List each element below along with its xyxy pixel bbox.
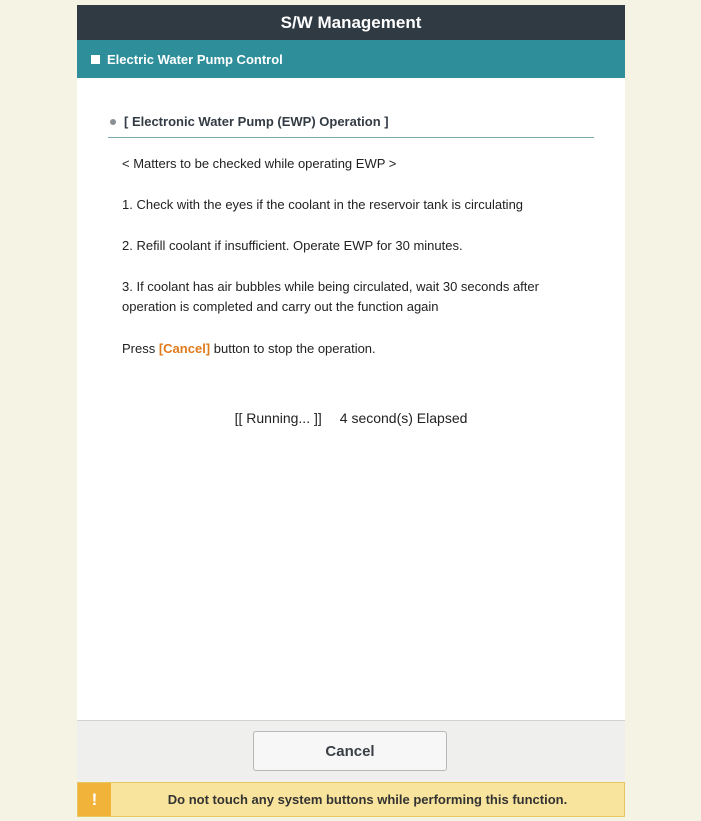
bullet-dot-icon: [110, 119, 116, 125]
step-1-text: 1. Check with the eyes if the coolant in the reservoir tank is circulating: [122, 197, 524, 212]
square-bullet-icon: [91, 55, 100, 64]
section-heading-text: [ Electronic Water Pump (EWP) Operation ]: [124, 114, 389, 129]
running-status: [77, 410, 625, 426]
warning-icon: !: [78, 783, 111, 816]
app-window: [77, 5, 625, 817]
subtitle: Electric Water Pump Control: [107, 51, 283, 67]
subtitle-bar: [77, 40, 625, 78]
warning-banner: [77, 782, 625, 817]
intro-text: < Matters to be checked while operating EWP >: [122, 156, 397, 171]
step-2-text: 2. Refill coolant if insufficient. Operate EWP for 30 minutes.: [122, 238, 463, 253]
cancel-button[interactable]: Cancel: [253, 731, 447, 771]
elapsed-time: 4 second(s) Elapsed: [339, 410, 468, 426]
step-3-text: 3. If coolant has air bubbles while being circulated, wait 30 seconds after operation is completed and carry out the function again: [122, 279, 539, 314]
running-indicator: [[ Running... ]]: [234, 410, 322, 426]
page-title: S/W Management: [280, 12, 422, 32]
title-bar: [77, 5, 625, 40]
press-cancel-instruction: [122, 339, 592, 359]
cancel-highlight: [Cancel]: [158, 341, 211, 356]
section-heading: [108, 114, 594, 138]
main-content: [77, 78, 625, 720]
footer-bar: [77, 720, 625, 782]
press-suffix: button to stop the operation.: [210, 341, 376, 356]
press-prefix: Press: [122, 341, 159, 356]
warning-text: Do not touch any system buttons while performing this function.: [167, 792, 568, 807]
